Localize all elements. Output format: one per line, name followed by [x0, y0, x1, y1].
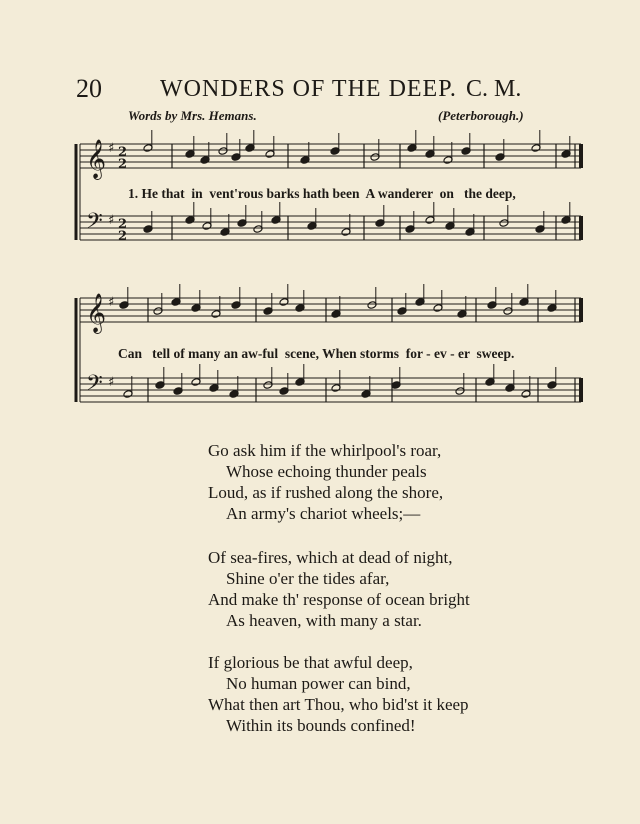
- sharp-icon: ♯: [108, 295, 115, 310]
- lyrics-system-2: Can tell of many an aw-ful scene, When storms for - ev - er sweep.: [118, 346, 515, 361]
- treble-clef: 𝄞: [86, 139, 107, 179]
- treble-clef: 𝄞: [86, 293, 107, 333]
- time-signature: 2: [118, 157, 128, 172]
- sharp-icon: ♯: [108, 213, 115, 228]
- sharp-icon: ♯: [108, 141, 115, 156]
- time-signature: 2: [118, 145, 128, 160]
- time-signature: 2: [118, 229, 128, 244]
- hymn-title: WONDERS OF THE DEEP.: [160, 76, 457, 102]
- verse-line: Shine o'er the tides afar,: [226, 569, 390, 588]
- verse-line: What then art Thou, who bid'st it keep: [208, 695, 469, 714]
- verse-line: And make th' response of ocean bright: [208, 590, 470, 609]
- bass-clef: 𝄢: [86, 371, 103, 401]
- verse-line: An army's chariot wheels;—: [226, 504, 421, 523]
- sharp-icon: ♯: [108, 375, 115, 390]
- bass-clef: 𝄢: [86, 209, 103, 239]
- verse-line: If glorious be that awful deep,: [208, 653, 413, 672]
- verse-line: Within its bounds confined!: [226, 716, 416, 735]
- time-signature: 2: [118, 217, 128, 232]
- tune-name: (Peterborough.): [438, 108, 524, 123]
- lyrics-system-1: 1. He that in vent'rous barks hath been A wanderer on the deep,: [128, 186, 516, 201]
- verse-line: Loud, as if rushed along the shore,: [208, 483, 444, 502]
- verse-line: Of sea-fires, which at dead of night,: [208, 548, 453, 567]
- verse-line: Whose echoing thunder peals: [226, 462, 427, 481]
- verse-line: As heaven, with many a star.: [226, 611, 422, 630]
- words-credit: Words by Mrs. Hemans.: [128, 108, 257, 123]
- hymn-meter: C. M.: [466, 76, 522, 102]
- page-number: 20: [76, 74, 102, 103]
- verse-line: No human power can bind,: [226, 674, 411, 693]
- verse-line: Go ask him if the whirlpool's roar,: [208, 441, 442, 460]
